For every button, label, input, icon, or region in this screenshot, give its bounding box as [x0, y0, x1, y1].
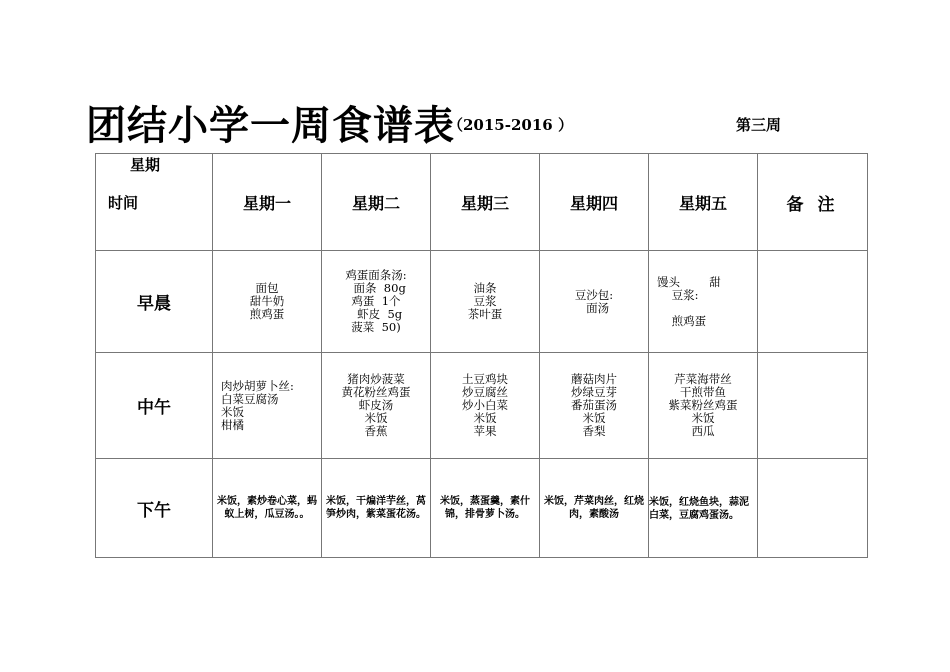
breakfast-thursday: 豆沙包: 面汤: [540, 251, 649, 353]
corner-weekday-label: 星期: [130, 156, 161, 174]
week-label: 第三周: [736, 116, 782, 134]
row-label-afternoon: 下午: [96, 459, 213, 558]
afternoon-thursday: 米饭，芹菜肉丝，红烧肉，素酸汤: [540, 459, 649, 558]
afternoon-wednesday: 米饭，蒸蛋羹，素什锦，排骨萝卜汤。: [431, 459, 540, 558]
row-label-lunch: 中午: [96, 353, 213, 459]
afternoon-tuesday: 米饭，干煸洋芋丝，莴笋炒肉，紫菜蛋花汤。: [322, 459, 431, 558]
header-wednesday: 星期三: [431, 154, 540, 251]
header-thursday: 星期四: [540, 154, 649, 251]
breakfast-tuesday: 鸡蛋面条汤: 面条 80g 鸡蛋 1个 虾皮 5g 菠菜 50): [322, 251, 431, 353]
header-monday: 星期一: [213, 154, 322, 251]
page-title: 团结小学一周食谱表: [86, 103, 455, 149]
breakfast-row: [96, 251, 868, 353]
lunch-wednesday: 土豆鸡块 炒豆腐丝 炒小白菜 米饭 苹果: [431, 353, 540, 459]
breakfast-notes: [758, 251, 868, 353]
corner-cell: [96, 154, 213, 251]
afternoon-row: [96, 459, 868, 558]
menu-table: [95, 153, 868, 558]
header-notes: 备 注: [758, 154, 868, 251]
lunch-thursday: 蘑菇肉片 炒绿豆芽 番茄蛋汤 米饭 香梨: [540, 353, 649, 459]
afternoon-monday: 米饭，素炒卷心菜，蚂蚁上树，瓜豆汤。。: [213, 459, 322, 558]
row-label-breakfast: 早晨: [96, 251, 213, 353]
school-year: （2015-2016 ）: [448, 116, 573, 134]
breakfast-wednesday: 油条 豆浆 茶叶蛋: [431, 251, 540, 353]
lunch-tuesday: 猪肉炒菠菜 黄花粉丝鸡蛋 虾皮汤 米饭 香蕉: [322, 353, 431, 459]
breakfast-friday: 馒头 甜 豆浆: 煎鸡蛋: [649, 251, 758, 353]
afternoon-friday: 米饭，红烧鱼块，蒜泥白菜，豆腐鸡蛋汤。: [649, 459, 758, 558]
lunch-row: [96, 353, 868, 459]
header-tuesday: 星期二: [322, 154, 431, 251]
lunch-friday: 芹菜海带丝 干煎带鱼 紫菜粉丝鸡蛋 米饭 西瓜: [649, 353, 758, 459]
breakfast-monday: 面包 甜牛奶 煎鸡蛋: [213, 251, 322, 353]
lunch-monday: 肉炒胡萝卜丝: 白菜豆腐汤 米饭 柑橘: [213, 353, 322, 459]
header-row: [96, 154, 868, 251]
header-friday: 星期五: [649, 154, 758, 251]
corner-time-label: 时间: [108, 194, 139, 212]
lunch-notes: [758, 353, 868, 459]
afternoon-notes: [758, 459, 868, 558]
